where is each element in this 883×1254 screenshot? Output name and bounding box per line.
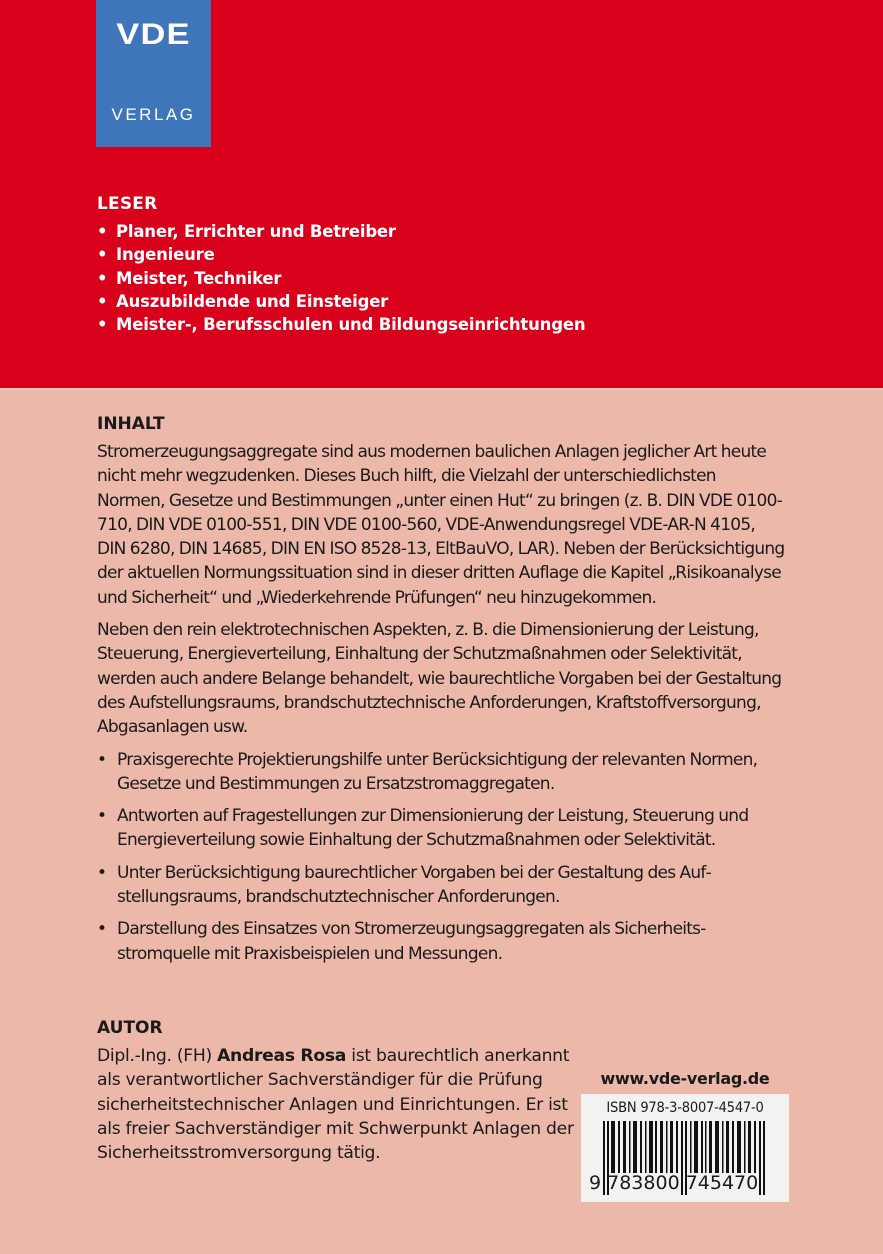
inhalt-bullet: • Darstellung des Einsatzes von Stromerzeugungsaggregaten als Sicherheitsstromquelle mit Praxisbeispielen und Messungen. (97, 917, 787, 966)
inhalt-title: INHALT (97, 414, 165, 434)
autor-bio (97, 1044, 577, 1165)
leser-item: • Ingenieure (97, 243, 585, 266)
inhalt-bullet: • Unter Berücksichtigung baurechtlicher Vorgaben bei der Gestaltung des Aufstellungsraums, brandschutztechnischer Anforderungen. (97, 861, 787, 910)
leser-list (97, 220, 585, 336)
section-divider (0, 388, 883, 390)
autor-section (97, 1018, 577, 1165)
barcode-digits: 9 783800 745470 (589, 1172, 759, 1194)
autor-text: ist baurechtlich anerkannt als verantwortlicher Sachverständiger für die Prüfung sicherheitstechnischer Anlagen und Einrichtungen. Er ist als freier Sachverständiger mit Schwerpunkt Anlagen der Sicherheitsstromversorgung tätig. (97, 1046, 574, 1164)
inhalt-section (97, 414, 787, 974)
autor-name: Andreas Rosa (217, 1046, 347, 1066)
vde-verlag-logo (96, 0, 211, 147)
leser-item: • Planer, Errichter und Betreiber (97, 220, 585, 243)
logo-sub: VERLAG (111, 105, 196, 124)
inhalt-paragraph: Stromerzeugungsaggregate sind aus modernen baulichen Anlagen jeglicher Art heute nicht mehr wegzudenken. Dieses Buch hilft, die Vielzahl der unterschiedlichsten Normen, Gesetze und Bestimmungen „unter einen Hut“ zu bringen (z. B. DIN VDE 0100-710, DIN VDE 0100-551, DIN VDE 0100-560, VDE-Anwendungsregel VDE-AR-N 4105, DIN 6280, DIN 14685, DIN EN ISO 8528-13, EltBauVO, LAR). Neben der Berücksichtigung der aktuellen Normungssituation sind in dieser dritten Auflage die Kapitel „Risikoanalyse und Sicherheit“ und „Wiederkehrende Prüfungen“ neu hinzugekommen. (97, 442, 785, 608)
leser-item: • Auszubildende und Einsteiger (97, 290, 585, 313)
autor-title: AUTOR (97, 1018, 163, 1038)
leser-title: LESER (97, 194, 158, 214)
inhalt-bullet-list (97, 748, 787, 966)
leser-item: • Meister, Techniker (97, 267, 585, 290)
website-link[interactable]: www.vde-verlag.de (600, 1069, 770, 1088)
isbn-label: ISBN 978-3-8007-4547-0 (606, 1100, 764, 1116)
inhalt-paragraph: Neben den rein elektrotechnischen Aspekten, z. B. die Dimensionierung der Leistung, Steuerung, Energieverteilung, Einhaltung der Schutzmaßnahmen oder Selektivität, werden auch andere Belange behandelt, wie baurechtliche Vorgaben bei der Gestaltung des Aufstellungsraums, brandschutztechnische Anforderungen, Kraftstoffversorgung, Abgasanlagen usw. (97, 620, 782, 738)
isbn-barcode (581, 1094, 789, 1202)
inhalt-bullet: • Praxisgerechte Projektierungshilfe unter Berücksichtigung der relevanten Normen, Gesetze und Bestimmungen zu Ersatzstromaggregaten. (97, 748, 787, 797)
leser-item: • Meister-, Berufsschulen und Bildungseinrichtungen (97, 313, 585, 336)
autor-prefix: Dipl.-Ing. (FH) (97, 1046, 218, 1066)
inhalt-bullet: • Antworten auf Fragestellungen zur Dimensionierung der Leistung, Steuerung und Energieverteilung sowie Einhaltung der Schutzmaßnahmen oder Selektivität. (97, 804, 787, 853)
leser-section (97, 194, 585, 336)
logo-brand: VDE (116, 18, 191, 51)
